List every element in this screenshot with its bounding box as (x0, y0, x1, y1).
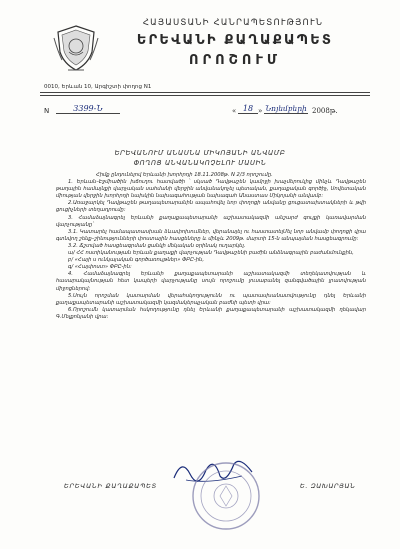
document-body (56, 172, 366, 321)
body-paragraph: Հիմք ընդունելով Երևանի խորհրդի 18.11.2008թ. N 2/3 որոշումը. (96, 172, 273, 178)
address-line: 0010, Երևան 10, Արգիշտի փողոց N1 (44, 84, 152, 90)
date-day: 18 (238, 104, 258, 114)
header-divider (40, 92, 370, 93)
issuer-title: ԵՐԵՎԱՆԻ ՔԱՂԱՔԱՊԵՏ (136, 33, 334, 48)
number-label: N (44, 107, 50, 115)
signatory-title: ԵՐԵՎԱՆԻ ՔԱՂԱՔԱՊԵՏ (64, 482, 158, 490)
document-number: 3399-Ն (56, 104, 120, 114)
coat-of-arms-icon (50, 22, 102, 74)
official-seal (190, 460, 262, 532)
body-paragraph: 3. Համաձայնագրել Երևանի քաղաքապետարանի աշխատակազմի անշարժ գույքի կառավարման վարչությանը` (56, 214, 366, 228)
header-divider-thin (40, 95, 370, 96)
body-paragraph: 1. Երևան–Էջմիածին խճուղու հատվածի ՝ սկսած Դավթաշեն կամրջի խաչմերուկից մինչև Դավթաշեն թաղային համայնքի վարչական սահմանի վերջին անվանակոչել պետական, քաղաքական գործիչ, Սովետական միության վերջին խորհրդի նախկին նախագահության նախագահ Անաստաս Միկոյանի անվամբ: (56, 179, 366, 200)
date-open-quote: « (232, 107, 237, 115)
body-paragraph: 2.Առաջարկել Դավթաշեն թաղապետարանին ապահովել նոր փողոցի անվանը ցուցատախտակների և թվի ցուցիչների տեղադրումը: (56, 200, 366, 214)
signatory-name: Ե. ԶԱԽԱՐՅԱՆ (300, 482, 356, 490)
date-month: Նոյեմբերի (265, 104, 307, 113)
body-paragraph: 3.1. Կատարել համապատասխան ձևափոխումներ, վերանայել ու հաստատելՄել նոր անվամբ փողոցի վրա գտնվող շենք–շինությունների փոստային հասցեները և մինչև 2009թ. մարտի 15-ն անպայման հասցեագրումը: (56, 228, 366, 242)
body-paragraph: 3.2. Ճշտված հասցեագրման ցանկի մեկական օրինակ ուղարկել. (68, 242, 246, 249)
title-line-1: ԵՐԵՎԱՆՈՒՄ ԱՆԱՍՆԱ ՄԻԿՈՅԱՆԻ ԱՆՎԱՄԲ (114, 149, 286, 157)
date-close-quote: » (258, 107, 263, 115)
title-line-2: ՓՈՂՈՑ ԱՆՎԱՆԱԿՈՉԵԼՈՒ ՄԱՍԻՆ (133, 159, 267, 167)
body-paragraph: բ/ «Հայի ս ունկայական գործառույթներ» ՓԲԸ-ին, (68, 257, 204, 264)
country-name: ՀԱՅԱՍՏԱՆԻ ՀԱՆՐԱՊԵՏՈՒԹՅՈՒՆ (142, 18, 324, 28)
body-paragraph: 5.Սույն որոշման կատարման վերահսկողությունն ու պատասխանատվությունը դնել Երևանի քաղաքապետարանի աշխատակազմի կազմակերպչական բաժնի պետի վրա: (56, 292, 366, 306)
body-paragraph: 4. Համաձայնագրել Երևանի քաղաքապետարանի աշխատակազմի տեղեկատվության և հասարակայնության հետ կապերի վարչությանը սույն որոշումը լուսաբանել զանգվածային լրատվության միջոցներով: (56, 271, 366, 292)
body-paragraph: 6.Որոշումն կատարման հսկողությունը դնել Երևանի քաղաքապետարանի աշխատակազմի ղեկավար Գ.Մելքոնյանի վրա: (56, 306, 366, 320)
body-paragraph: գ/ «Հայփոստ» ՓԲԸ-ին: (68, 264, 132, 271)
document-type: ՈՐՈՇՈՒՄ (189, 53, 281, 68)
document-title (60, 148, 340, 168)
body-paragraph: ա/ ՀՀ ոստիկանության Երևան քաղաքի վարչության Դավթաշենի բաժին անձնագրային բաժանմունքին, (68, 250, 354, 257)
date-year: 2008թ. (312, 107, 338, 115)
